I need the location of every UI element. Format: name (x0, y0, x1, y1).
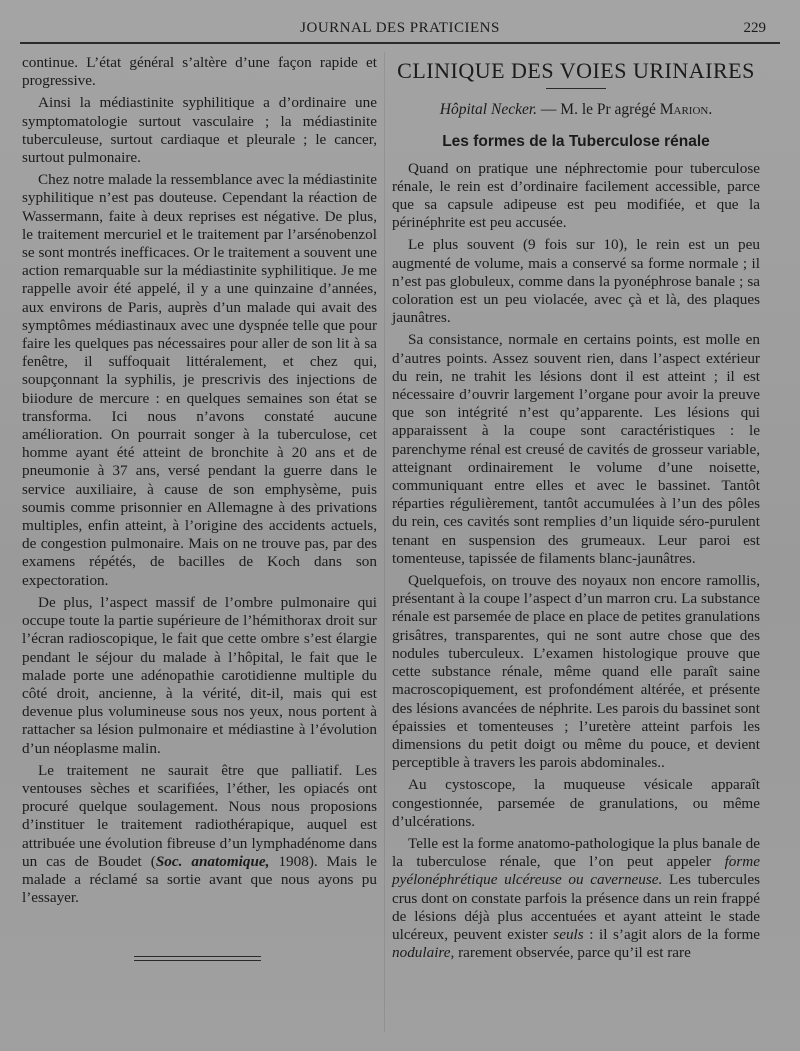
paragraph: continue. L’état général s’altère d’une façon rapide et progressive. (22, 54, 377, 90)
paragraph-treatment (22, 762, 377, 908)
text-run: 1908). Mais le malade a réclamé sa sortie avant que nous ayons pu l’essayer. (22, 852, 377, 907)
page-number: 229 (743, 20, 766, 36)
paragraph: De plus, l’aspect massif de l’ombre pulmonaire qui occupe toute la partie supérieure de l’hémithorax droit sur l’écran radioscopique, le fait que cette ombre s’est élargie pendant le séjour du malade à l’hôpital, le fait que le malade porte une adénopathie carotidienne multiple du côté droit, ancienne, à la vérité, dit-il, mais qui est devenue plus volumineuse sous nos yeux, nous portent à rattacher sa lésion pulmonaire et médiastine à l’évolution d’un néoplasme malin. (22, 593, 377, 757)
running-title: JOURNAL DES PRATICIENS (300, 20, 500, 36)
italic-term: forme pyélonéphrétique ulcéreuse ou caverneuse. (392, 853, 760, 889)
paragraph: Quand on pratique une néphrectomie pour tuberculose rénale, le rein est d’ordinaire facilement accessible, parce que sa capsule adipeuse est peu modifiée, et que la périnéphrite est peu accusée. (392, 159, 760, 232)
end-of-article-rule (134, 956, 261, 961)
text-run: Les tubercules crus dont on constate parfois la présence dans un rein frappé de lésions déjà plus accentuées et ayant atteint le stade ulcéreux, peuvent exister (392, 871, 760, 943)
article-title: Les formes de la Tuberculose rénale (442, 133, 710, 151)
byline-author: Marion. (659, 101, 713, 119)
italic-term: seuls (553, 925, 584, 943)
paragraph: Au cystoscope, la muqueuse vésicale apparaît congestionnée, parsemée de granulations, ou même d’ulcérations. (392, 776, 760, 830)
section-title: CLINIQUE DES VOIES URINAIRES (397, 58, 755, 83)
left-column (22, 54, 377, 911)
paragraph: Quelquefois, on trouve des noyaux non encore ramollis, présentant à la coupe l’aspect d’un marron cru. La substance rénale est parsemée de place en place de petites granulations grisâtres, transparentes, qui ne sont autre chose que des nodules tuberculeux. L’examen histologique prouve que cette substance rénale, même quand elle paraît saine macroscopiquement, est profondément altérée, et présente des lésions avancées de néphrite. Les parois du bassinet sont épaissies et tomenteuses ; l’uretère atteint parfois les dimensions du petit doigt ou même du pouce, et devient perceptible à travers les parois abdominales.. (392, 572, 760, 772)
paragraph: Le plus souvent (9 fois sur 10), le rein est un peu augmenté de volume, mais a conservé sa forme normale ; il n’est pas globuleux, comme dans la pyonéphrose banale ; sa coloration est un peu violacée, avec çà et là, des plaques jaunâtres. (392, 236, 760, 327)
byline (392, 101, 760, 119)
column-gutter (384, 52, 385, 1032)
title-rule (546, 88, 606, 89)
paragraph: Sa consistance, normale en certains points, est molle en d’autres points. Assez souvent rien, dans l’aspect extérieur du rein, ne trahit les lésions dont il est atteint ; il est nécessaire d’ouvrir largement l’organe pour avoir la preuve que son intégrité n’est qu’apparente. Les lésions qui apparaissent à la coupe sont caractéristiques : le parenchyme rénal est creusé de cavités de grosseur variable, atteignant ordinairement le volume d’une noisette, communiquant entre elles et avec le bassinet. Tantôt réparties régulièrement, tantôt accumulées à l’un des pôles du rein, ces cavités sont remplies d’un liquide séro-purulent tenant en suspension des grumeaux. Leur paroi est tomenteuse, tapissée de filaments blanc-jaunâtres. (392, 331, 760, 567)
text-run: : il s’agit alors de la forme (583, 925, 761, 943)
text-run: rarement observée, parce qu’il est rare (454, 944, 691, 962)
paragraph: Ainsi la médiastinite syphilitique a d’ordinaire une symptomatologie surtout vasculaire ; la médiastinite tuberculeuse, surtout cardiaque et pleurale ; le cancer, surtout pulmonaire. (22, 94, 377, 167)
paragraph: Chez notre malade la ressemblance avec la médiastinite syphilitique n’est pas douteuse. Cependant la réaction de Wassermann, faite à deux reprises est négative. De plus, le traitement mercuriel et le traitement par l’arsénobenzol se sont montrés inefficaces. Or le traitement a souvent une action remarquable sur la médiastinite syphilitique. Je me rappelle avoir été appelé, il y a une quinzaine d’années, aux environs de Paris, auprès d’un malade qui avait des symptômes médiastinaux avec une dyspnée telle que pour faire les quelques pas nécessaires pour aller de son lit à sa fenêtre, il suffoquait littéralement, et chez qui, soupçonnant la syphilis, je prescrivis des injections de biiodure de mercure : en quelques semaines son état se transforma. Ici nous n’avons constaté aucune amélioration. On pourrait songer à la tuberculose, cet homme ayant été atteint de bronchite à 20 ans et de pneumonie à 37 ans, versé pendant la guerre dans le service auxiliaire, à cause de son emphysème, puis soumis comme prisonnier en Allemagne à des privations multiples, enfin atteint, à l’origine des accidents actuels, de congestion pulmonaire. Mais on ne trouve pas, par des examens répétés, de bacilles de Koch dans son expectoration. (22, 171, 377, 589)
byline-text: — M. le Pr agrégé (537, 101, 660, 119)
text-run: Telle est la forme anatomo-pathologique la plus banale de la tuberculose rénale, que l’on peut appeler (392, 834, 760, 871)
italic-term: nodulaire, (392, 944, 455, 962)
page-header (20, 18, 780, 44)
right-column (392, 58, 761, 966)
text-run: Le traitement ne saurait être que palliatif. Les ventouses sèches et scarifiées, l’éther, les opiacés ont procuré quelque soulagement. Nous nous proposions d’instituer le traitement radiothérapique, auquel est attribuée une évolution fibreuse d’un lymphadénome dans un cas de Boudet ( (22, 761, 377, 870)
byline-hospital: Hôpital Necker. (439, 101, 538, 119)
citation: Soc. anatomique, (155, 852, 270, 870)
paragraph-forms (392, 835, 760, 962)
